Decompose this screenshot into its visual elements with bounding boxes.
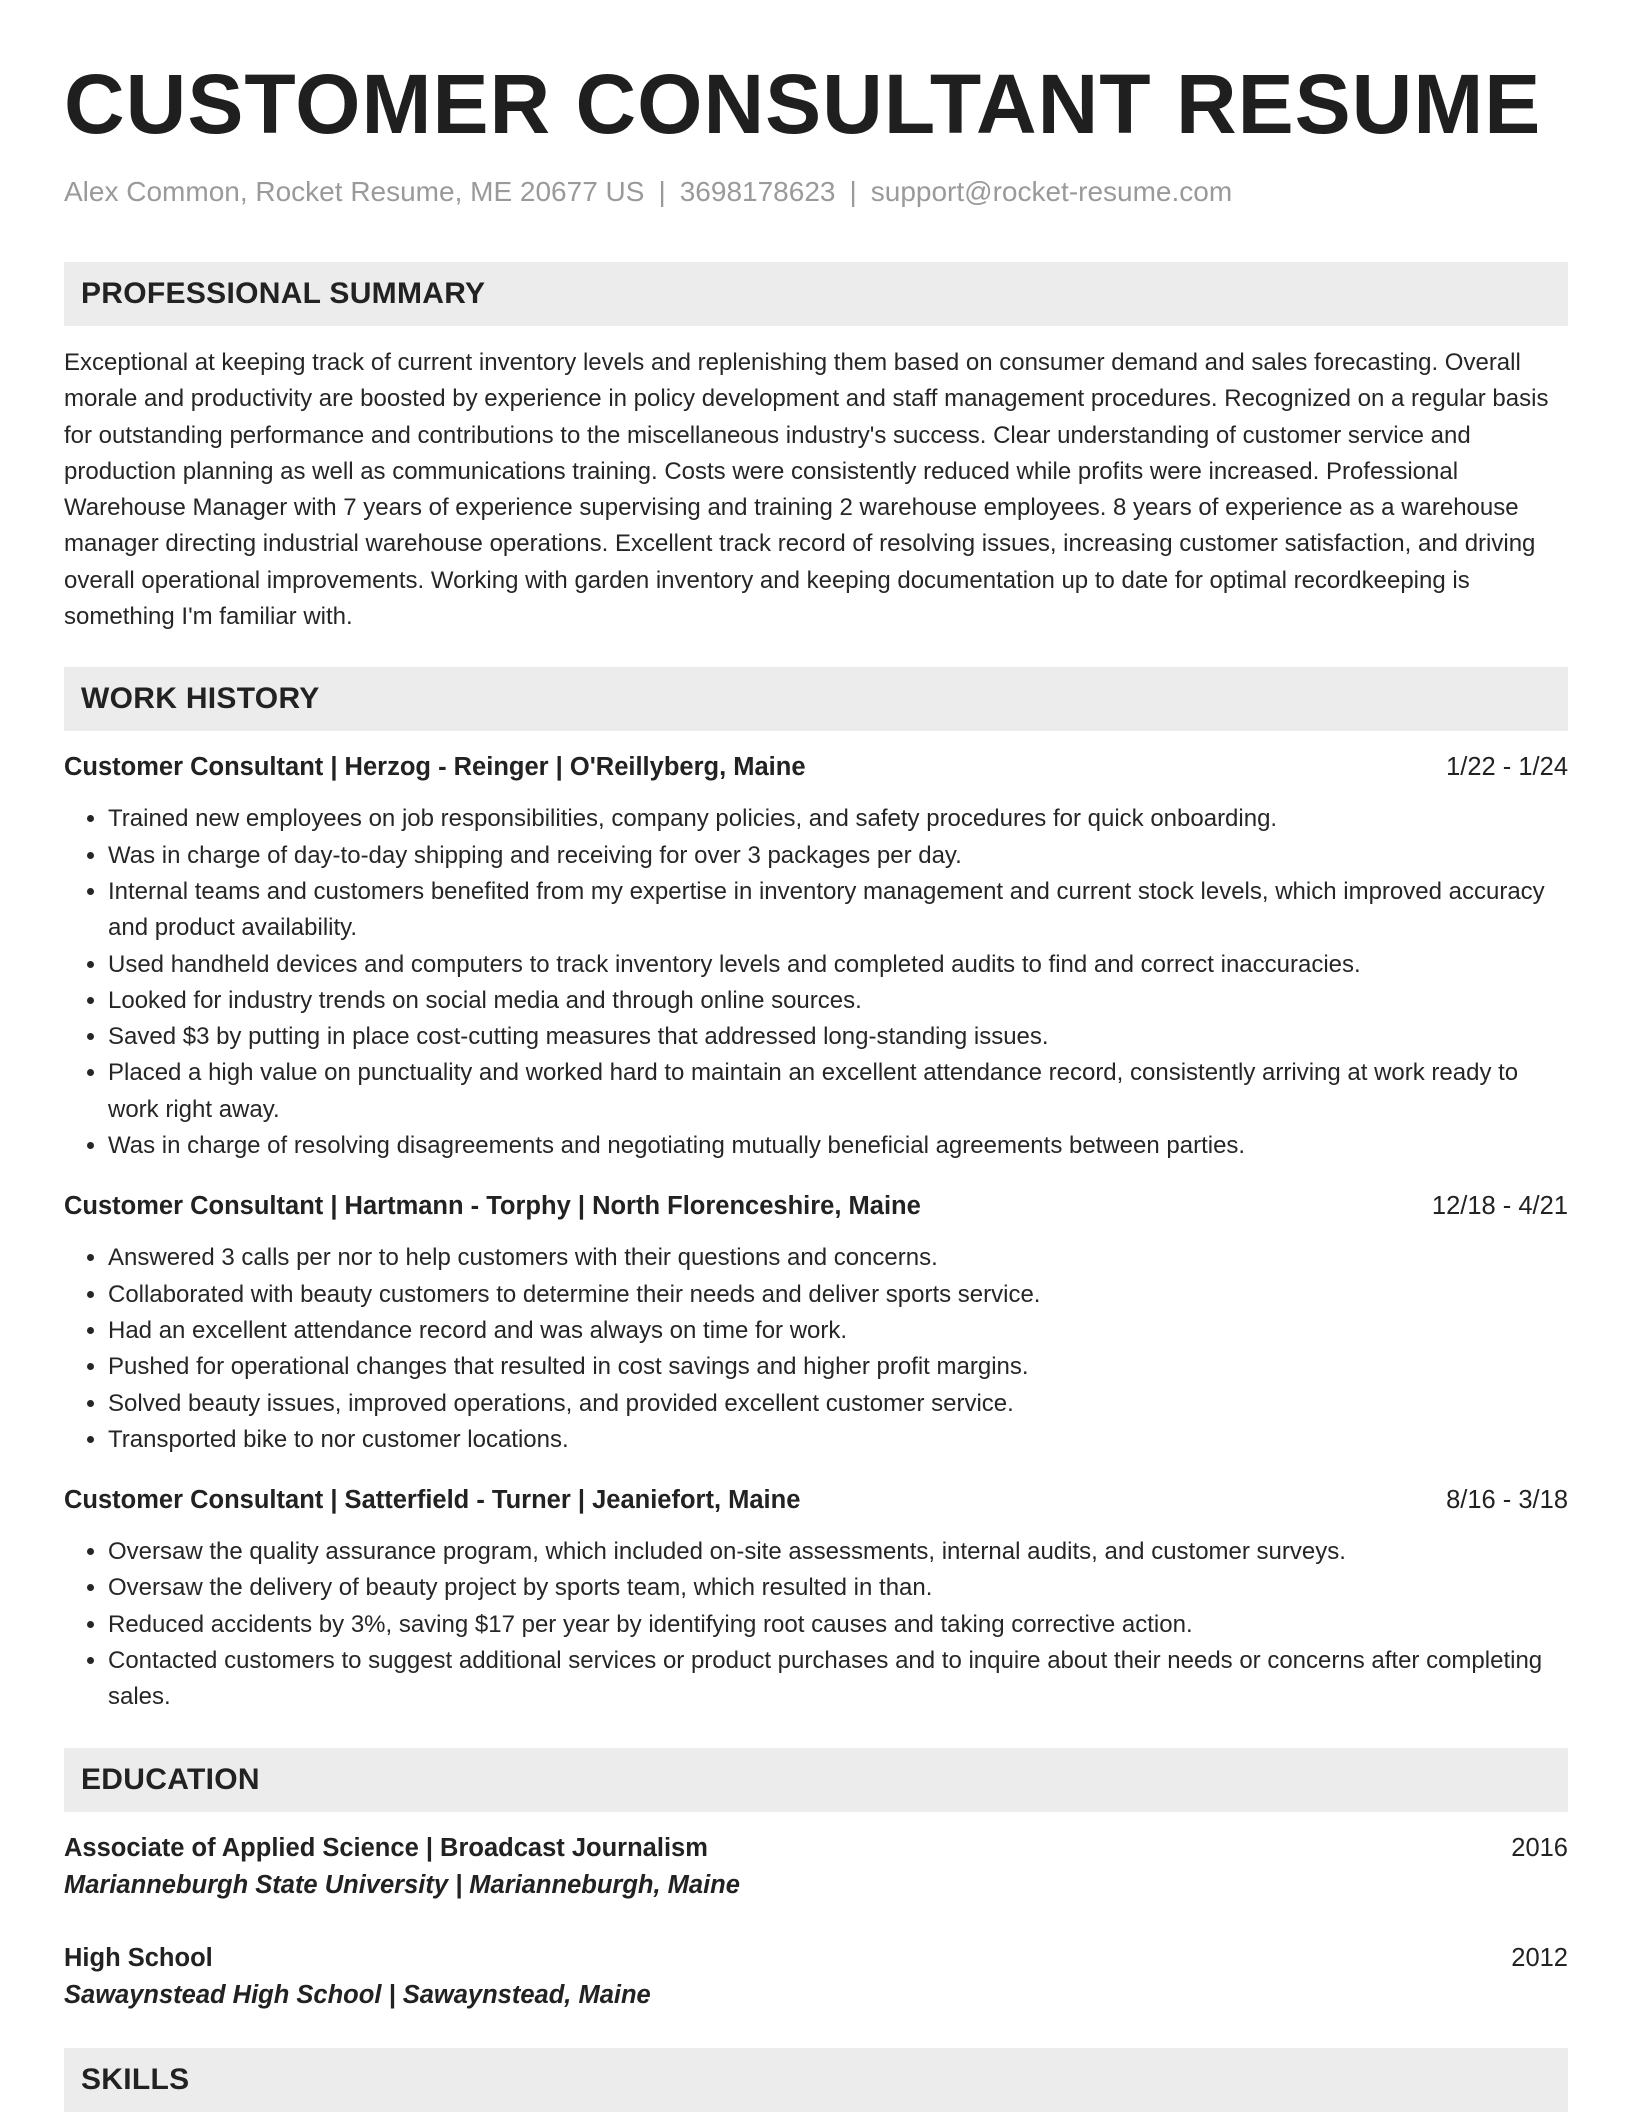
job-bullet: • Oversaw the delivery of beauty project by sports team, which resulted in than.: [108, 1570, 1568, 1606]
section-heading: WORK HISTORY: [81, 682, 320, 716]
job-header: [64, 749, 1568, 785]
resume-title: CUSTOMER CONSULTANT RESUME: [64, 57, 1542, 151]
section-heading: PROFESSIONAL SUMMARY: [81, 277, 486, 310]
job-bullet: • Answered 3 calls per nor to help customers with their questions and concerns.: [108, 1240, 1568, 1276]
job-entry: [64, 749, 1568, 1164]
contact-address: Alex Common, Rocket Resume, ME 20677 US: [64, 176, 645, 207]
section-heading: EDUCATION: [81, 1762, 260, 1796]
work-history-list: [64, 749, 1568, 1715]
education-school: Marianneburgh State University | Marianneburgh, Maine: [64, 1870, 740, 1899]
job-title: Customer Consultant | Herzog - Reinger | O'Reillyberg, Maine: [64, 753, 806, 782]
job-bullet: • Solved beauty issues, improved operations, and provided excellent customer service.: [108, 1386, 1568, 1422]
job-bullet: • Saved $3 by putting in place cost-cutting measures that addressed long-standing issues.: [108, 1019, 1568, 1055]
job-bullet-list: [64, 1240, 1568, 1458]
section-header-education: [64, 1748, 1568, 1812]
section-header-work-history: [64, 667, 1568, 731]
job-header: [64, 1188, 1568, 1224]
education-year: 2016: [1511, 1833, 1568, 1862]
section-header-skills: [64, 2048, 1568, 2112]
contact-separator: |: [849, 176, 857, 207]
contact-email: support@rocket-resume.com: [870, 176, 1233, 207]
job-bullet: • Oversaw the quality assurance program, which included on-site assessments, internal audits, and customer surveys.: [108, 1534, 1568, 1570]
job-bullet: • Placed a high value on punctuality and worked hard to maintain an excellent attendance record, consistently arriving at work ready to work right away.: [108, 1055, 1568, 1128]
job-bullet: • Looked for industry trends on social media and through online sources.: [108, 983, 1568, 1019]
job-bullet: • Was in charge of day-to-day shipping and receiving for over 3 packages per day.: [108, 838, 1568, 874]
job-dates: 12/18 - 4/21: [1431, 1192, 1568, 1221]
job-bullet: • Contacted customers to suggest additional services or product purchases and to inquire about their needs or concerns after completing sales.: [108, 1643, 1568, 1716]
job-bullet: • Trained new employees on job responsibilities, company policies, and safety procedures for quick onboarding.: [108, 801, 1568, 837]
job-bullet: • Used handheld devices and computers to track inventory levels and completed audits to find and correct inaccuracies.: [108, 947, 1568, 983]
education-header: [64, 1830, 1568, 1866]
job-dates: 1/22 - 1/24: [1446, 753, 1568, 782]
job-dates: 8/16 - 3/18: [1446, 1486, 1568, 1515]
education-year: 2012: [1511, 1943, 1568, 1972]
education-header: [64, 1940, 1568, 1976]
education-entry: [64, 1830, 1568, 1904]
job-title: Customer Consultant | Hartmann - Torphy | North Florenceshire, Maine: [64, 1192, 921, 1221]
job-bullet: • Pushed for operational changes that resulted in cost savings and higher profit margins.: [108, 1349, 1568, 1385]
job-bullet: • Had an excellent attendance record and was always on time for work.: [108, 1313, 1568, 1349]
education-degree: Associate of Applied Science | Broadcast Journalism: [64, 1833, 708, 1862]
contact-separator: |: [658, 176, 666, 207]
job-header: [64, 1482, 1568, 1518]
education-degree: High School: [64, 1943, 213, 1972]
job-bullet: • Internal teams and customers benefited from my expertise in inventory management and current stock levels, which improved accuracy and product availability.: [108, 874, 1568, 947]
education-school: Sawaynstead High School | Sawaynstead, Maine: [64, 1980, 651, 2009]
job-bullet: • Collaborated with beauty customers to determine their needs and deliver sports service.: [108, 1277, 1568, 1313]
job-bullet-list: [64, 801, 1568, 1164]
contact-line: [64, 174, 1568, 210]
job-entry: [64, 1482, 1568, 1715]
job-title: Customer Consultant | Satterfield - Turner | Jeaniefort, Maine: [64, 1486, 801, 1515]
job-bullet: • Reduced accidents by 3%, saving $17 per year by identifying root causes and taking corrective action.: [108, 1607, 1568, 1643]
education-list: [64, 1830, 1568, 2014]
job-entry: [64, 1188, 1568, 1458]
job-bullet-list: [64, 1534, 1568, 1715]
education-entry: [64, 1940, 1568, 2014]
section-header-summary: [64, 262, 1568, 326]
job-bullet: • Was in charge of resolving disagreements and negotiating mutually beneficial agreements between parties.: [108, 1128, 1568, 1164]
contact-phone: 3698178623: [679, 176, 836, 207]
job-bullet: • Transported bike to nor customer locations.: [108, 1422, 1568, 1458]
summary-text: Exceptional at keeping track of current inventory levels and replenishing them based on consumer demand and sales forecasting. Overall morale and productivity are boosted by experience in policy development and staff management procedures. Recognized on a regular basis for outstanding performance and contributions to the miscellaneous industry's success. Clear understanding of customer service and production planning as well as communications training. Costs were consistently reduced while profits were increased. Professional Warehouse Manager with 7 years of experience supervising and training 2 warehouse employees. 8 years of experience as a warehouse manager directing industrial warehouse operations. Excellent track record of resolving issues, increasing customer satisfaction, and driving overall operational improvements. Working with garden inventory and keeping documentation up to date for optimal recordkeeping is something I'm familiar with.: [64, 349, 1549, 631]
section-heading: SKILLS: [81, 2062, 190, 2096]
